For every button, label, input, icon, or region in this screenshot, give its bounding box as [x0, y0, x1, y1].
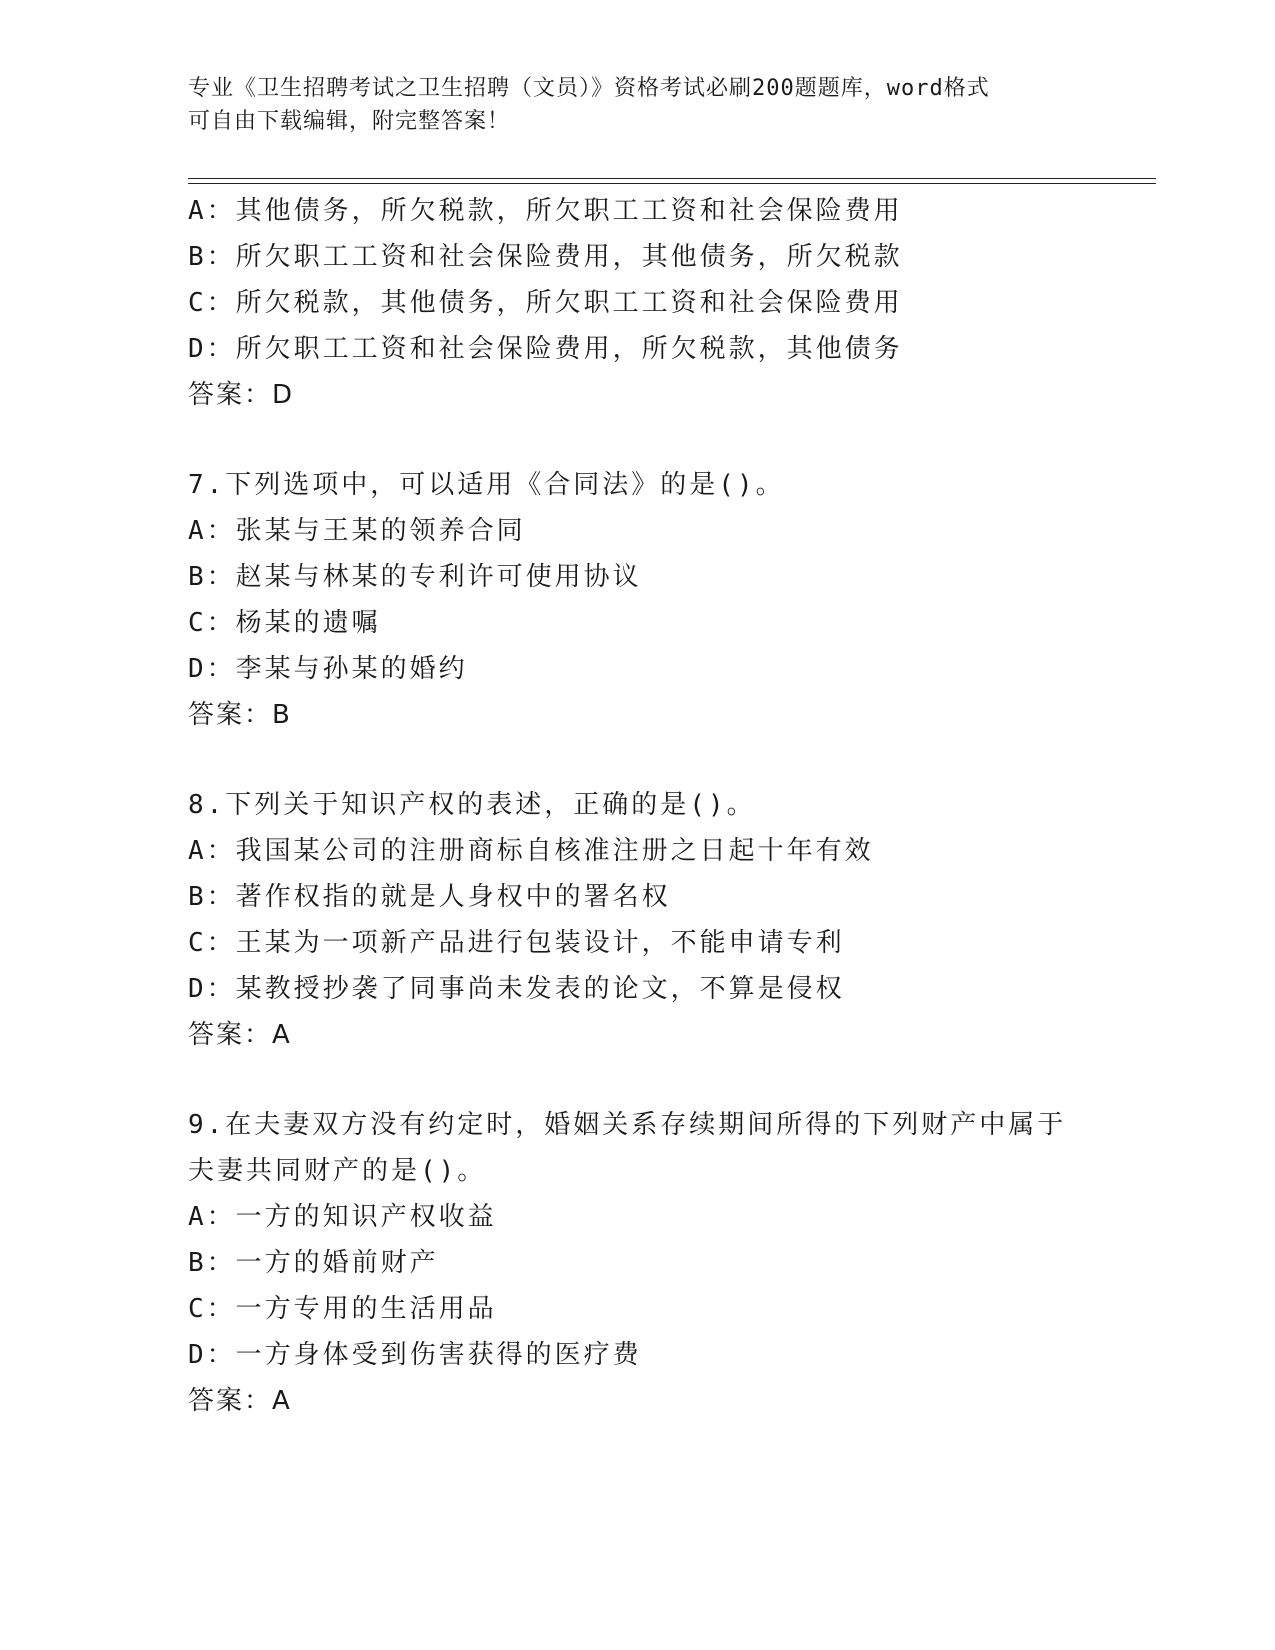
option-c: C：杨某的遗嘱: [188, 608, 381, 638]
option-b: B：一方的婚前财产: [188, 1248, 439, 1278]
question-block-carryover: [188, 188, 1108, 418]
question-block-8: [188, 782, 1108, 1058]
header-double-rule: [188, 178, 1156, 184]
question-stem-line-1: 9.在夫妻双方没有约定时，婚姻关系存续期间所得的下列财产中属于: [188, 1110, 1067, 1140]
question-stem-line-2: 夫妻共同财产的是()。: [188, 1156, 487, 1186]
option-b: B：著作权指的就是人身权中的署名权: [188, 882, 671, 912]
question-block-7: [188, 462, 1108, 738]
option-a: A：张某与王某的领养合同: [188, 516, 526, 546]
option-a: A：其他债务，所欠税款，所欠职工工资和社会保险费用: [188, 196, 903, 226]
question-block-9: [188, 1102, 1108, 1424]
option-a: A：我国某公司的注册商标自核准注册之日起十年有效: [188, 836, 874, 866]
document-header: [188, 72, 1088, 138]
option-a: A：一方的知识产权收益: [188, 1202, 497, 1232]
header-line-2: 可自由下载编辑，附完整答案！: [188, 109, 511, 134]
option-d: D：所欠职工工资和社会保险费用，所欠税款，其他债务: [188, 334, 903, 364]
answer-line: 答案：A: [188, 1020, 292, 1050]
option-c: C：所欠税款，其他债务，所欠职工工资和社会保险费用: [188, 288, 903, 318]
header-line-1: 专业《卫生招聘考试之卫生招聘（文员）》资格考试必刷200题题库，word格式: [188, 76, 990, 101]
question-stem: 7.下列选项中，可以适用《合同法》的是()。: [188, 470, 785, 500]
answer-line: 答案：B: [188, 700, 292, 730]
answer-line: 答案：A: [188, 1386, 292, 1416]
question-stem: 8.下列关于知识产权的表述，正确的是()。: [188, 790, 756, 820]
option-c: C：一方专用的生活用品: [188, 1294, 497, 1324]
option-d: D：一方身体受到伤害获得的医疗费: [188, 1340, 642, 1370]
option-d: D：李某与孙某的婚约: [188, 654, 468, 684]
option-d: D：某教授抄袭了同事尚未发表的论文，不算是侵权: [188, 974, 845, 1004]
option-b: B：所欠职工工资和社会保险费用，其他债务，所欠税款: [188, 242, 903, 272]
option-c: C：王某为一项新产品进行包装设计，不能申请专利: [188, 928, 845, 958]
answer-line: 答案：D: [188, 380, 295, 410]
question-list: [188, 188, 1108, 1424]
option-b: B：赵某与林某的专利许可使用协议: [188, 562, 642, 592]
